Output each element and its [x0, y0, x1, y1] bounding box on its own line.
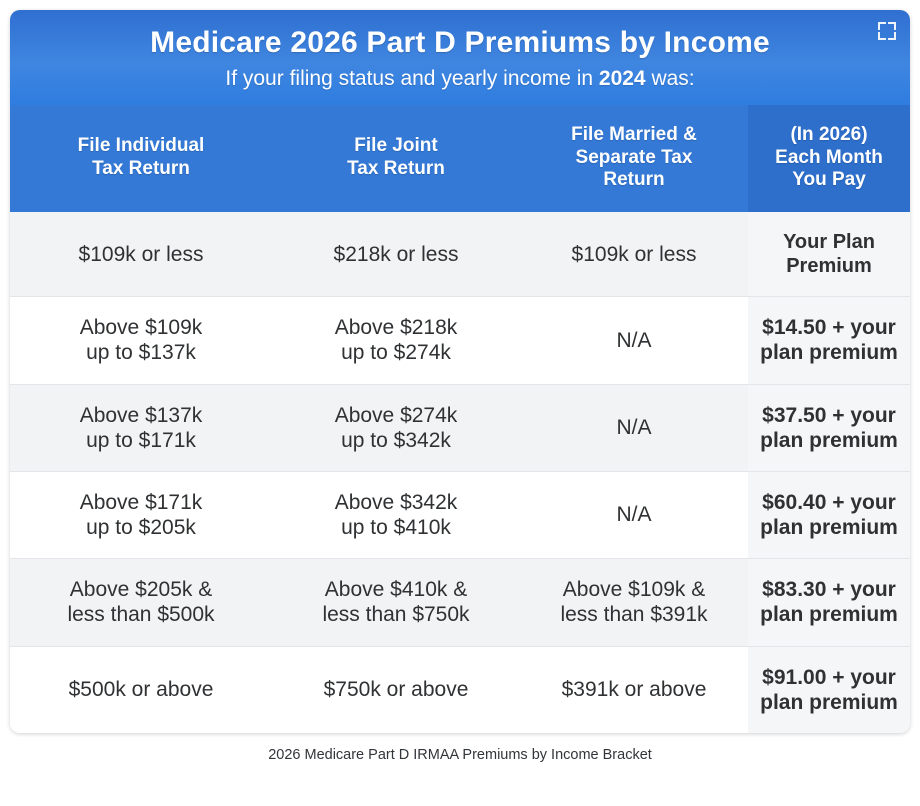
- cell-line: N/A: [616, 416, 652, 440]
- column-header-married-separate-line-3: Return: [603, 169, 665, 191]
- cell-line: $750k or above: [323, 678, 469, 702]
- cell-monthly-pay: [748, 471, 910, 558]
- cell-line: $91.00 + your: [762, 665, 896, 689]
- cell-line: $83.30 + your: [762, 578, 896, 602]
- cell-individual: [10, 471, 272, 558]
- column-header-married-separate-line-2: Separate Tax: [575, 146, 693, 168]
- cell-line: $109k or less: [78, 242, 204, 266]
- cell-line: $60.40 + your: [762, 490, 896, 514]
- card-header: [10, 10, 910, 105]
- table-row: [10, 646, 910, 733]
- column-header-monthly-pay-line-1: (In 2026): [790, 123, 868, 145]
- cell-individual: [10, 297, 272, 384]
- cell-line: Above $342k: [334, 490, 458, 514]
- cell-line: up to $205k: [86, 516, 196, 540]
- expand-corner-top-left: [878, 22, 886, 30]
- expand-corner-bottom-left: [878, 32, 886, 40]
- column-header-monthly-pay-line-2: Each Month: [775, 146, 883, 168]
- cell-married-separate: [520, 559, 748, 646]
- cell-line: plan premium: [760, 690, 898, 714]
- cell-line: $37.50 + your: [762, 403, 896, 427]
- cell-line: up to $342k: [341, 428, 451, 452]
- cell-monthly-pay: [748, 384, 910, 471]
- cell-line: plan premium: [760, 516, 898, 540]
- cell-line: up to $274k: [341, 341, 451, 365]
- cell-line: N/A: [616, 503, 652, 527]
- column-header-joint-line-1: File Joint: [354, 135, 438, 157]
- cell-line: plan premium: [760, 428, 898, 452]
- table-row: [10, 559, 910, 646]
- header-subtitle: [30, 67, 890, 91]
- cell-line: Above $410k &: [324, 578, 468, 602]
- cell-married-separate: [520, 471, 748, 558]
- cell-line: $391k or above: [561, 678, 707, 702]
- cell-monthly-pay: [748, 212, 910, 297]
- cell-individual: [10, 646, 272, 733]
- cell-married-separate: [520, 297, 748, 384]
- cell-line: N/A: [616, 328, 652, 352]
- cell-monthly-pay: [748, 297, 910, 384]
- cell-line: Above $274k: [334, 403, 458, 427]
- cell-line: Above $109k: [79, 316, 203, 340]
- cell-line: $500k or above: [68, 678, 214, 702]
- expand-icon[interactable]: [878, 22, 896, 40]
- cell-individual: [10, 212, 272, 297]
- cell-line: $218k or less: [333, 242, 459, 266]
- column-header-monthly-pay-line-3: You Pay: [792, 169, 866, 191]
- subtitle-year: 2024: [598, 66, 646, 90]
- cell-line: Above $218k: [334, 316, 458, 340]
- cell-line: Above $205k &: [69, 578, 213, 602]
- figure-caption: 2026 Medicare Part D IRMAA Premiums by Income Bracket: [268, 747, 652, 763]
- column-header-married-separate: [520, 105, 748, 212]
- column-header-married-separate-line-1: File Married &: [571, 123, 697, 145]
- cell-line: less than $750k: [322, 603, 470, 627]
- cell-line: $109k or less: [571, 242, 697, 266]
- cell-married-separate: [520, 646, 748, 733]
- cell-joint: [272, 297, 520, 384]
- expand-corner-top-right: [888, 22, 896, 30]
- cell-line: $14.50 + your: [762, 316, 896, 340]
- column-header-individual: [10, 105, 272, 212]
- cell-line: Above $137k: [79, 403, 203, 427]
- cell-joint: [272, 646, 520, 733]
- column-header-joint: [272, 105, 520, 212]
- column-header-monthly-pay: [748, 105, 910, 212]
- table-row: [10, 471, 910, 558]
- cell-line: up to $410k: [341, 516, 451, 540]
- premium-table-card: [10, 10, 910, 733]
- expand-corner-bottom-right: [888, 32, 896, 40]
- cell-monthly-pay: [748, 646, 910, 733]
- cell-individual: [10, 559, 272, 646]
- cell-married-separate: [520, 384, 748, 471]
- cell-joint: [272, 384, 520, 471]
- table-header-row: [10, 105, 910, 212]
- cell-line: up to $171k: [86, 428, 196, 452]
- cell-line: less than $391k: [560, 603, 708, 627]
- cell-line: Premium: [786, 255, 872, 278]
- cell-line: plan premium: [760, 341, 898, 365]
- cell-line: Above $171k: [79, 490, 203, 514]
- cell-joint: [272, 559, 520, 646]
- cell-joint: [272, 212, 520, 297]
- cell-line: Your Plan: [783, 231, 875, 254]
- table-row: [10, 384, 910, 471]
- cell-joint: [272, 471, 520, 558]
- cell-line: Above $109k &: [562, 578, 706, 602]
- cell-individual: [10, 384, 272, 471]
- table-row: [10, 212, 910, 297]
- cell-monthly-pay: [748, 559, 910, 646]
- column-header-joint-line-2: Tax Return: [347, 157, 445, 179]
- subtitle-suffix: was:: [645, 66, 695, 90]
- cell-line: less than $500k: [67, 603, 215, 627]
- cell-line: plan premium: [760, 603, 898, 627]
- cell-married-separate: [520, 212, 748, 297]
- column-header-individual-line-2: Tax Return: [92, 157, 190, 179]
- column-header-individual-line-1: File Individual: [77, 135, 205, 157]
- table-row: [10, 297, 910, 384]
- subtitle-prefix: If your filing status and yearly income in: [225, 66, 599, 90]
- cell-line: up to $137k: [86, 341, 196, 365]
- premiums-table: [10, 105, 910, 733]
- page-title: Medicare 2026 Part D Premiums by Income: [150, 26, 770, 59]
